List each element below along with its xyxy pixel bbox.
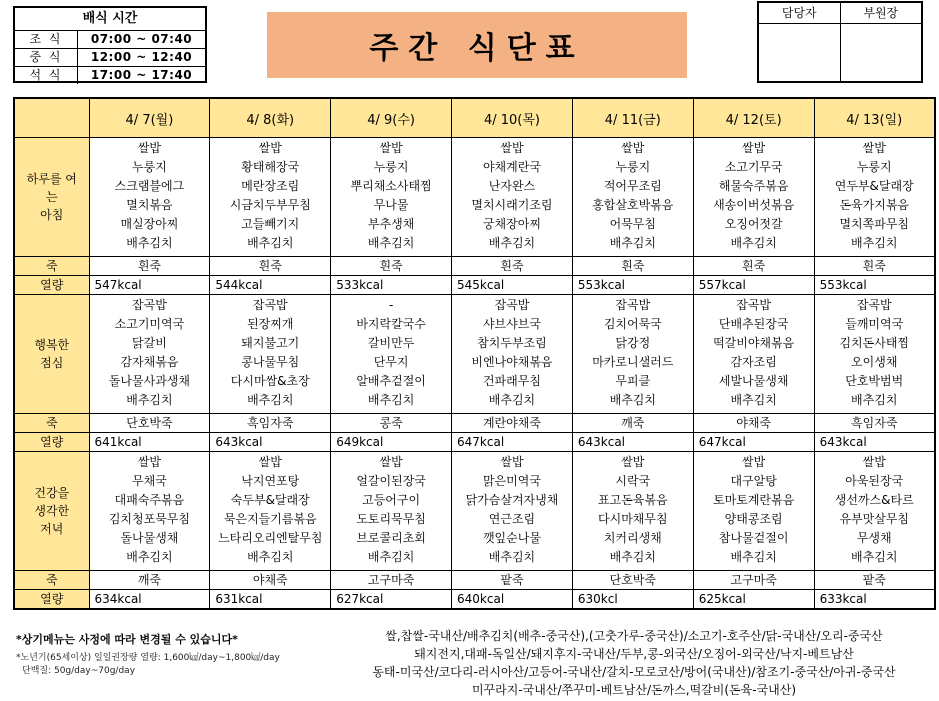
- menu-item: 쌀밥: [742, 455, 766, 469]
- menu-item: 비엔나야채볶음: [471, 355, 553, 369]
- meal-label-line: 점심: [40, 356, 64, 370]
- day-header: 4/ 7(월): [89, 98, 210, 138]
- menu-change-note: *상기메뉴는 사정에 따라 변경될 수 있습니다*: [16, 633, 238, 646]
- origin-line: 돼지전지,대패-독일산/돼지후지-국내산/두부,콩-외국산/오징어-외국산/낙지-베트남산: [414, 647, 854, 661]
- menu-item: 쌀밥: [742, 141, 766, 155]
- menu-cell: [814, 295, 935, 414]
- menu-item: 잡곡밥: [252, 298, 288, 312]
- menu-cell: [452, 138, 573, 257]
- menu-item: 생선까스&타르: [834, 493, 914, 507]
- porridge-row: [14, 571, 935, 590]
- menu-item: 뿌리채소사태찜: [350, 179, 432, 193]
- menu-item: 돼지불고기: [241, 336, 300, 350]
- menu-item: 소고기무국: [724, 160, 783, 174]
- menu-item: 배추김치: [730, 550, 777, 564]
- menu-item: 쌀밥: [379, 141, 403, 155]
- nutrition-note-line: 단백질: 50g/day~70g/day: [22, 666, 136, 676]
- menu-item: 잡곡밥: [615, 298, 651, 312]
- menu-item: 배추김치: [247, 550, 294, 564]
- calorie-cell: 545kcal: [452, 276, 573, 295]
- menu-item: 배추김치: [488, 550, 536, 564]
- page-title: 주간 식단표: [369, 31, 585, 66]
- meal-time-row-dinner: [15, 67, 205, 84]
- porridge-cell: 흰죽: [210, 257, 331, 276]
- menu-item: 배추김치: [609, 393, 656, 407]
- menu-cell: [210, 295, 331, 414]
- menu-item: 부추생채: [367, 217, 415, 231]
- meal-label-line: 아침: [40, 208, 64, 222]
- calorie-label: 열량: [14, 433, 89, 452]
- menu-item: 양태콩조림: [724, 512, 783, 526]
- approval-box: [757, 1, 923, 83]
- meal-time-value: 07:00 ~ 07:40: [90, 32, 193, 46]
- menu-item: 맑은미역국: [482, 474, 541, 488]
- meal-label: [14, 138, 89, 257]
- menu-item: 배추김치: [367, 550, 415, 564]
- calorie-cell: 630kcl: [572, 590, 693, 610]
- menu-item: 배추김치: [126, 550, 173, 564]
- menu-cell: [572, 295, 693, 414]
- meal-time-row-breakfast: [15, 31, 205, 49]
- meal-label-line: 하루를 여: [26, 172, 77, 186]
- porridge-cell: 흰죽: [452, 257, 573, 276]
- menu-cell: [89, 452, 210, 571]
- menu-item: 건파래무침: [482, 374, 541, 388]
- porridge-cell: 흑임자죽: [210, 414, 331, 433]
- porridge-cell: 깨죽: [89, 571, 210, 590]
- menu-cell: [210, 452, 331, 571]
- porridge-cell: 팥죽: [452, 571, 573, 590]
- meal-time-title: 배식 시간: [15, 8, 205, 31]
- menu-item: 멸치시래기조림: [471, 198, 553, 212]
- menu-item: 황태해장국: [241, 160, 300, 174]
- menu-item: 고들빼기지: [241, 217, 300, 231]
- weekly-menu-table: [13, 97, 936, 610]
- menu-item: 김치어묵국: [603, 317, 662, 331]
- meal-time-row-lunch: [15, 49, 205, 67]
- menu-item: 쌀밥: [621, 141, 645, 155]
- menu-item: 갈비만두: [367, 336, 415, 350]
- calorie-cell: 533kcal: [331, 276, 452, 295]
- menu-item: 대구알탕: [730, 474, 777, 488]
- menu-item: -: [388, 298, 394, 312]
- menu-item: 무나물: [373, 198, 409, 212]
- nutrition-note-line: *노년기(65세이상) 일일권장량 열량: 1,600㎉/day~1,800㎉/day: [16, 653, 280, 663]
- meal-label: [14, 452, 89, 571]
- origin-info: [334, 627, 934, 699]
- signature-area: [759, 24, 840, 81]
- menu-item: 대패숙주볶음: [114, 493, 185, 507]
- menu-item: 연근조림: [488, 512, 536, 526]
- menu-item: 잡곡밥: [494, 298, 530, 312]
- day-header: 4/ 12(토): [693, 98, 814, 138]
- menu-item: 시금치두부무침: [229, 198, 311, 212]
- calorie-cell: 641kcal: [89, 433, 210, 452]
- menu-item: 무피클: [615, 374, 651, 388]
- menu-item: 배추김치: [488, 236, 536, 250]
- calorie-cell: 625kcal: [693, 590, 814, 610]
- menu-item: 참나물겉절이: [718, 531, 789, 545]
- menu-cell: [693, 295, 814, 414]
- menu-cell: [331, 452, 452, 571]
- menu-item: 오징어젓갈: [724, 217, 783, 231]
- porridge-cell: 야채죽: [693, 414, 814, 433]
- calorie-cell: 649kcal: [331, 433, 452, 452]
- menu-item: 배추김치: [247, 393, 294, 407]
- menu-item: 샤브샤브국: [482, 317, 541, 331]
- menu-item: 배추김치: [851, 550, 898, 564]
- menu-item: 쌀밥: [258, 455, 282, 469]
- meal-label-line: 행복한: [34, 338, 70, 352]
- menu-cell: [452, 452, 573, 571]
- menu-item: 메란장조림: [241, 179, 300, 193]
- meal-time-label: 중 식: [15, 49, 78, 66]
- menu-item: 누룽지: [856, 160, 892, 174]
- menu-cell: [814, 452, 935, 571]
- calorie-cell: 557kcal: [693, 276, 814, 295]
- nutrition-note: [16, 652, 280, 678]
- calorie-cell: 631kcal: [210, 590, 331, 610]
- title-banner: [267, 12, 687, 78]
- menu-item: 마카로니샐러드: [592, 355, 674, 369]
- menu-item: 도토리묵무침: [356, 512, 426, 526]
- menu-item: 시락국: [615, 474, 651, 488]
- menu-item: 콩나물무침: [241, 355, 300, 369]
- menu-table-body: [14, 98, 935, 609]
- menu-cell: [89, 295, 210, 414]
- porridge-cell: 단호박죽: [89, 414, 210, 433]
- meal-label-line: 는: [45, 190, 58, 204]
- menu-item: 단배추된장국: [718, 317, 789, 331]
- meal-label: [14, 295, 89, 414]
- approval-column-director: [841, 3, 922, 81]
- menu-item: 배추김치: [851, 393, 898, 407]
- menu-item: 쌀밥: [500, 141, 524, 155]
- menu-item: 쌀밥: [862, 141, 886, 155]
- meal-label-line: 건강을: [34, 486, 70, 500]
- menu-item: 쌀밥: [862, 455, 886, 469]
- menu-cell: [572, 138, 693, 257]
- approval-header: 부원장: [841, 3, 922, 24]
- menu-item: 아욱된장국: [845, 474, 904, 488]
- menu-item: 배추김치: [730, 236, 777, 250]
- calorie-cell: 553kcal: [572, 276, 693, 295]
- approval-header: 담당자: [759, 3, 840, 24]
- day-header: 4/ 8(화): [210, 98, 331, 138]
- meal-time-label: 조 식: [15, 31, 78, 48]
- calorie-cell: 634kcal: [89, 590, 210, 610]
- menu-item: 돌나물생채: [120, 531, 179, 545]
- menu-cell: [331, 138, 452, 257]
- menu-item: 묵은지들기름볶음: [223, 512, 317, 526]
- day-header: 4/ 13(일): [814, 98, 935, 138]
- porridge-cell: 흑임자죽: [814, 414, 935, 433]
- meal-label-line: 저녁: [40, 522, 64, 536]
- meal-row: [14, 452, 935, 571]
- porridge-cell: 흰죽: [572, 257, 693, 276]
- porridge-label: 죽: [14, 571, 89, 590]
- menu-item: 배추김치: [488, 393, 536, 407]
- menu-item: 들깨미역국: [845, 317, 904, 331]
- day-header-row: [14, 98, 935, 138]
- porridge-label: 죽: [14, 414, 89, 433]
- menu-item: 연두부&달래장: [834, 179, 914, 193]
- menu-item: 쌀밥: [258, 141, 282, 155]
- menu-item: 배추김치: [367, 236, 415, 250]
- menu-item: 야채계란국: [482, 160, 541, 174]
- calorie-cell: 640kcal: [452, 590, 573, 610]
- meal-time-value: 12:00 ~ 12:40: [90, 50, 193, 64]
- meal-time-value: 17:00 ~ 17:40: [90, 68, 193, 82]
- menu-cell: [814, 138, 935, 257]
- menu-cell: [693, 452, 814, 571]
- calorie-row: [14, 590, 935, 610]
- calorie-cell: 643kcal: [814, 433, 935, 452]
- menu-item: 멸치쪽파무침: [839, 217, 910, 231]
- porridge-cell: 흰죽: [693, 257, 814, 276]
- menu-item: 멸치볶음: [126, 198, 173, 212]
- menu-item: 배추김치: [851, 236, 898, 250]
- menu-item: 닭강정: [615, 336, 651, 350]
- calorie-cell: 647kcal: [452, 433, 573, 452]
- menu-item: 다시마채무침: [598, 512, 668, 526]
- menu-item: 홍합살호박볶음: [592, 198, 674, 212]
- calorie-cell: 633kcal: [814, 590, 935, 610]
- corner-cell: [14, 98, 89, 138]
- meal-row: [14, 138, 935, 257]
- origin-line: 쌀,찹쌀-국내산/배추김치(배추-중국산),(고춧가루-중국산)/소고기-호주산/닭-국내산/오리-중국산: [385, 629, 883, 643]
- signature-area: [841, 24, 922, 81]
- menu-item: 쌀밥: [137, 455, 162, 469]
- menu-item: 배추김치: [609, 236, 656, 250]
- calorie-cell: 643kcal: [210, 433, 331, 452]
- menu-item: 소고기미역국: [114, 317, 185, 331]
- porridge-cell: 흰죽: [89, 257, 210, 276]
- menu-item: 돈육가지볶음: [839, 198, 910, 212]
- menu-item: 깻잎순나물: [482, 531, 541, 545]
- menu-item: 느타리오리엔탈무침: [218, 531, 323, 545]
- porridge-cell: 흰죽: [331, 257, 452, 276]
- meal-row: [14, 295, 935, 414]
- menu-item: 무생채: [856, 531, 892, 545]
- menu-item: 배추김치: [247, 236, 294, 250]
- menu-item: 누룽지: [373, 160, 409, 174]
- porridge-cell: 고구마죽: [693, 571, 814, 590]
- day-header: 4/ 11(금): [572, 98, 693, 138]
- porridge-cell: 콩죽: [331, 414, 452, 433]
- menu-item: 쌀밥: [137, 141, 162, 155]
- menu-item: 쌀밥: [500, 455, 524, 469]
- menu-item: 배추김치: [730, 393, 777, 407]
- calorie-cell: 544kcal: [210, 276, 331, 295]
- menu-cell: [331, 295, 452, 414]
- menu-item: 오이생채: [851, 355, 898, 369]
- menu-item: 누룽지: [615, 160, 651, 174]
- menu-item: 유부맛살무침: [839, 512, 910, 526]
- menu-item: 김치청포묵무침: [108, 512, 190, 526]
- porridge-cell: 깨죽: [572, 414, 693, 433]
- menu-item: 무채국: [132, 474, 167, 488]
- menu-cell: [210, 138, 331, 257]
- menu-item: 해물숙주볶음: [718, 179, 789, 193]
- menu-item: 참치두부조림: [477, 336, 547, 350]
- menu-item: 치커리생채: [603, 531, 662, 545]
- porridge-cell: 계란야채죽: [452, 414, 573, 433]
- day-header: 4/ 10(목): [452, 98, 573, 138]
- menu-item: 숙두부&달래장: [230, 493, 310, 507]
- menu-item: 새송이버섯볶음: [713, 198, 795, 212]
- menu-item: 배추김치: [126, 236, 173, 250]
- menu-item: 닭가슴살겨자냉채: [465, 493, 559, 507]
- calorie-label: 열량: [14, 276, 89, 295]
- menu-item: 잡곡밥: [132, 298, 167, 312]
- porridge-row: [14, 414, 935, 433]
- menu-cell: [89, 138, 210, 257]
- menu-item: 단무지: [373, 355, 409, 369]
- meal-label-line: 생각한: [34, 504, 70, 518]
- menu-cell: [452, 295, 573, 414]
- menu-item: 낙지연포탕: [241, 474, 300, 488]
- menu-item: 궁채장아찌: [482, 217, 541, 231]
- menu-item: 돌나물사과생채: [108, 374, 190, 388]
- menu-item: 다시마쌈&초장: [230, 374, 310, 388]
- calorie-row: [14, 276, 935, 295]
- calorie-row: [14, 433, 935, 452]
- calorie-cell: 547kcal: [89, 276, 210, 295]
- porridge-label: 죽: [14, 257, 89, 276]
- menu-item: 김치돈사태찜: [839, 336, 910, 350]
- menu-item: 누룽지: [132, 160, 167, 174]
- menu-item: 쌀밥: [621, 455, 645, 469]
- menu-item: 잡곡밥: [856, 298, 892, 312]
- menu-item: 매실장아찌: [120, 217, 179, 231]
- menu-item: 단호박범벅: [845, 374, 904, 388]
- menu-item: 배추김치: [609, 550, 656, 564]
- menu-item: 어묵무침: [609, 217, 656, 231]
- menu-item: 닭갈비: [132, 336, 167, 350]
- menu-item: 잡곡밥: [736, 298, 772, 312]
- calorie-cell: 627kcal: [331, 590, 452, 610]
- menu-item: 세발나물생채: [718, 374, 789, 388]
- menu-item: 토마토계란볶음: [713, 493, 795, 507]
- menu-item: 스크램블에그: [114, 179, 185, 193]
- porridge-cell: 팥죽: [814, 571, 935, 590]
- approval-column-manager: [759, 3, 841, 81]
- origin-line: 미꾸라지-국내산/쭈꾸미-베트남산/돈까스,떡갈비(돈육-국내산): [471, 683, 797, 697]
- meal-time-label: 석 식: [15, 67, 78, 84]
- porridge-cell: 흰죽: [814, 257, 935, 276]
- menu-item: 브로콜리초회: [356, 531, 426, 545]
- calorie-cell: 643kcal: [572, 433, 693, 452]
- menu-item: 바지락칼국수: [356, 317, 426, 331]
- menu-item: 된장찌개: [247, 317, 294, 331]
- menu-item: 감자채볶음: [120, 355, 179, 369]
- calorie-cell: 647kcal: [693, 433, 814, 452]
- origin-line: 동태-미국산/코다리-러시아산/고등어-국내산/갈치-모로코산/방어(국내산)/참조기-중국산/아귀-중국산: [372, 665, 896, 679]
- porridge-row: [14, 257, 935, 276]
- menu-item: 고등어구이: [362, 493, 421, 507]
- porridge-cell: 고구마죽: [331, 571, 452, 590]
- menu-item: 난자완스: [488, 179, 536, 193]
- menu-item: 감자조림: [730, 355, 777, 369]
- menu-item: 적어무조림: [603, 179, 662, 193]
- menu-item: 배추김치: [367, 393, 415, 407]
- calorie-cell: 553kcal: [814, 276, 935, 295]
- day-header: 4/ 9(수): [331, 98, 452, 138]
- calorie-label: 열량: [14, 590, 89, 610]
- meal-time-box: [13, 6, 207, 83]
- menu-item: 알배추겉절이: [356, 374, 426, 388]
- menu-item: 배추김치: [126, 393, 173, 407]
- menu-cell: [693, 138, 814, 257]
- menu-item: 얼갈이된장국: [356, 474, 426, 488]
- porridge-cell: 단호박죽: [572, 571, 693, 590]
- menu-cell: [572, 452, 693, 571]
- menu-item: 떡갈비야채볶음: [713, 336, 795, 350]
- menu-item: 표고돈육볶음: [598, 493, 668, 507]
- porridge-cell: 야채죽: [210, 571, 331, 590]
- menu-item: 쌀밥: [379, 455, 403, 469]
